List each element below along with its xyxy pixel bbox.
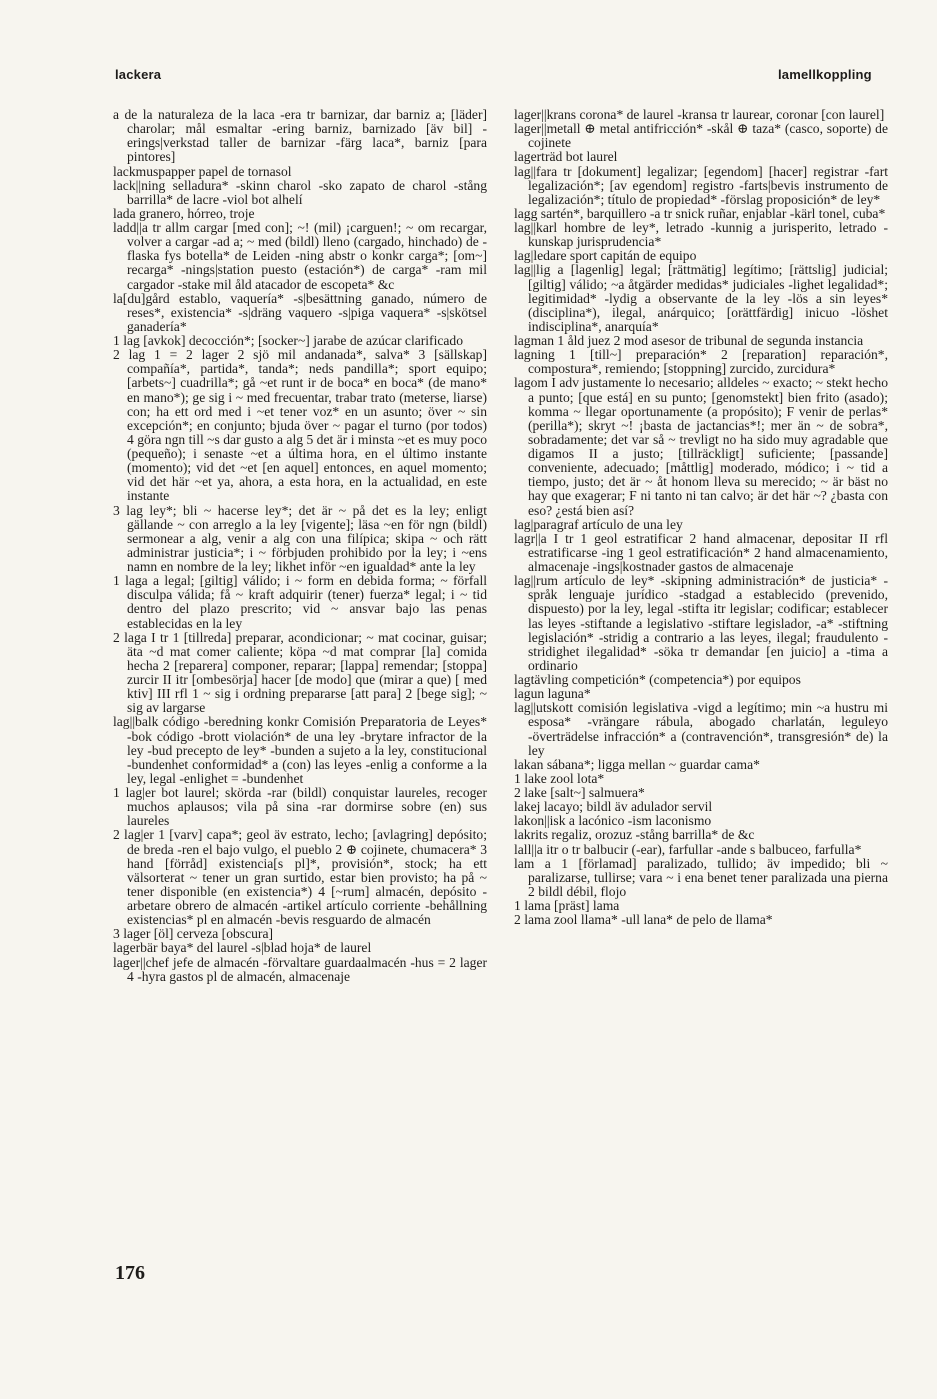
dictionary-entry: lagtävling competición* (competencia*) por equipos — [514, 672, 801, 687]
dictionary-entry: lack||ning selladura* -skinn charol -sko zapato de charol -stång barrilla* de lacre -viol bot alhelí — [113, 177, 487, 207]
dictionary-entry: a de la naturaleza de la laca -era tr barnizar, dar barniz a; [läder] charolar; mål esmaltar -ering barniz, barnizado [äv bil] -erings|verkstad taller de barnizar -färg laca*, barniz [para pintores] — [113, 107, 487, 165]
dictionary-entry: lackmuspapper papel de tornasol — [113, 163, 292, 179]
dictionary-entry: lagerbär baya* del laurel -s|blad hoja* de laurel — [113, 940, 372, 956]
dictionary-entry: lam a 1 [förlamad] paralizado, tullido; äv impedido; bli ~ paralizarse, tullirse; vara ~ i ena benet tener paralizada una pierna 2 bildl débil, flojo — [514, 855, 888, 899]
dictionary-entry: lakan sábana*; ligga mellan ~ guardar cama* — [514, 756, 760, 772]
dictionary-entry: lag||utskott comisión legislativa -vigd a legítimo; min ~a hustru mi esposa* -vrängare rábula, abogado charlatán, leguleyo -överträdelse infracción* a (contravención*, transgresión* de) la ley — [514, 700, 888, 758]
dictionary-entry: lagman 1 åld juez 2 mod asesor de tribunal de segunda instancia — [514, 333, 864, 348]
dictionary-entry: 2 lag|er 1 [varv] capa*; geol äv estrato, lecho; [avlagring] depósito; de breda -ren el bajo vulgo, el pueblo 2 ⊕ cojinete, chumacera* 3 hand [förråd] existencia[s pl]*, provisión*, stock; ha ett välsorterat ~ tener un gran surtido, estar bien provisto; ha på ~ tener disponible (en existencia*) 4 [~rum] almacén, depósito -arbetare obrero de almacén -artikel artículo corriente -behållning existencias* pl en almacén -bevis resguardo de almacén — [113, 827, 487, 928]
dictionary-entry: lagom I adv justamente lo necesario; alldeles ~ exacto; ~ stekt hecho a punto; [que está] en su punto; [genomstekt] bien frito (asado); komma ~ llegar oportunamente (a propósito); F venir de perlas* (perilla*); skryt ~! ¡basta de jactancias*!; mer än ~ de sobra*, sobradamente; det var så ~ trevligt no ha sido muy agradable que digamos II a justo; [tillräckligt] suficiente; [passande] conveniente, adecuado; [måttlig] moderado, módico; i ~ tid a tiempo, justo; det är ~ åt honom lleva su merecido; ~ är bäst no hay que exagerar; F ni tanto ni tan calvo; är det här ~? ¿basta con eso? ¿está bien así? — [514, 375, 888, 518]
dictionary-entry: 2 lama zool llama* -ull lana* de pelo de llama* — [514, 912, 773, 928]
dictionary-entry: lakon||isk a lacónico -ism laconismo — [514, 813, 712, 829]
dictionary-entry: la[du]gård establo, vaquería* -s|besättning ganado, número de reses*, existencia* -s|dräng vaquero -s|piga vaquera* -s|skötsel ganadería* — [113, 290, 487, 334]
dictionary-entry: 3 lag ley*; bli ~ hacerse ley*; det är ~ på det es la ley; enligt gällande ~ con arreglo a la ley [vigente]; läsa ~en för ngn (bildl) sermonear a alg, venir a alg con una filípica; skipa ~ och rätt administrar justicia*; i ~ förbjuden prohibido por la ley; i ~ens namn en nombre de la ley; likhet inför ~en igualdad* ante la ley — [113, 502, 487, 574]
dictionary-entry: lagg sartén*, barquillero -a tr snick ruñar, enjablar -kärl tonel, cuba* — [514, 205, 886, 221]
dictionary-entry: lagun laguna* — [514, 686, 591, 702]
dictionary-entry: lakej lacayo; bildl äv adulador servil — [514, 799, 713, 815]
right-column — [514, 108, 888, 927]
dictionary-entry: lag||fara tr [dokument] legalizar; [egendom] [hacer] registrar -fart legalización*; [av egendom] registro -farts|bevis instrumento de legalización*; título de propiedad* -förslag proposición* de ley* — [514, 163, 888, 207]
dictionary-entry: 2 laga I tr 1 [tillreda] preparar, acondicionar; ~ mat cocinar, guisar; äta ~d mat comer caliente; köpa ~d mat comprar [la] comida hecha 2 [reparera] componer, reparar; [lappa] remendar; [stoppa] zurcir II itr [ombesörja] hacer [de modo] que (mirar a que) [ med ktiv] III rfl 1 ~ sig i ordning prepararse [att para] 2 [bege sig]; ~ sig av largarse — [113, 629, 487, 716]
dictionary-entry: lakrits regaliz, orozuz -stång barrilla* de &c — [514, 827, 755, 843]
dictionary-entry: 1 lama [präst] lama — [514, 898, 620, 913]
dictionary-entry: 3 lager [öl] cerveza [obscura] — [113, 926, 274, 942]
page-number: 176 — [115, 1262, 145, 1284]
dictionary-entry: lag||karl hombre de ley*, letrado -kunnig a jurisperito, letrado -kunskap jurisprudencia* — [514, 220, 888, 250]
dictionary-entry: 2 lake [salt~] salmuera* — [514, 785, 645, 800]
dictionary-entry: 1 lag|er bot laurel; skörda -rar (bildl) conquistar laureles, recoger muchos aplausos; vila på sina -rar dormirse sobre (en) sus laureles — [113, 785, 487, 829]
dictionary-entry: 1 lag [avkok] decocción*; [socker~] jarabe de azúcar clarificado — [113, 333, 464, 348]
dictionary-entry: 1 lake zool lota* — [514, 770, 605, 786]
dictionary-entry: ladd||a tr allm cargar [med con]; ~! (mil) ¡carguen!; ~ om recargar, volver a cargar -ad a; ~ med (bildl) lleno (cargado, hinchado) de -flaska fys botella* de Leiden -ning abstr o konkr carga*; [om~] recarga* -nings|station puesto (estación*) de carga* -ram mil cargador -stake mil åld atacador de escopeta* &c — [113, 220, 487, 292]
guide-word-left: lackera — [115, 67, 162, 82]
dictionary-entry: 1 laga a legal; [giltig] válido; i ~ form en debida forma; ~ förfall disculpa válida; få ~ kraft adquirir (tener) fuerza* legal; i ~ tid dentro del plazo prescrito; vid ~ ansvar bajo las penas establecidas en la ley — [113, 573, 487, 631]
dictionary-entry: lagning 1 [till~] preparación* 2 [reparation] reparación*, compostura*, remiendo; [stoppning] zurcido, zurcidura* — [514, 347, 888, 377]
dictionary-entry: lag||rum artículo de ley* -skipning administración* de justicia* -språk lenguaje jurídico -stadgad a establecido (prevenido, dispuesto) por la ley, legal -stifta itr legislar; codificar; establecer las leyes -stiftande a legislativo -stiftare legislador, -a* -stiftning legislación* -stridig a contrario a las leyes, ilegal; fraudulento -stridighet ilegalidad* -söka tr demandar [en juicio] a -tima a ordinario — [514, 573, 888, 673]
guide-word-right: lamellkoppling — [778, 67, 872, 82]
dictionary-entry: lager||krans corona* de laurel -kransa tr laurear, coronar [con laurel] — [514, 107, 885, 122]
dictionary-entry: lager||chef jefe de almacén -förvaltare guardaalmacén -hus = 2 lager 4 -hyra gastos pl de almacén, almacenaje — [113, 954, 487, 984]
dictionary-entry: lagr||a I tr 1 geol estratificar 2 hand almacenar, depositar II rfl estratificarse -ing 1 geol estratificación* 2 hand almacenamiento, almacenaje -ings|kostnader gastos de almacenaje — [514, 530, 888, 574]
dictionary-entry: lag|paragraf artículo de una ley — [514, 516, 683, 532]
dictionary-entry: lall||a itr o tr balbucir (-ear), farfullar -ande s balbuceo, farfulla* — [514, 841, 862, 857]
dictionary-entry: lag||lig a [lagenlig] legal; [rättmätig] legítimo; [rättslig] judicial; [giltig] válido; ~a åtgärder medidas* judiciales -lighet legalidad*; legitimidad* -lydig a observante de la ley -lös a sin leyes* (disciplina*), ilegal, anárquico; [orättfärdig] inicuo -löshet indisciplina*, anarquía* — [514, 262, 888, 334]
dictionary-entry: lager||metall ⊕ metal antifricción* -skål ⊕ taza* (casco, soporte) de cojinete — [514, 121, 888, 151]
dictionary-entry: lag|ledare sport capitán de equipo — [514, 248, 697, 264]
dictionary-entry: lagerträd bot laurel — [514, 149, 618, 165]
dictionary-entry: lag||balk código -beredning konkr Comisión Preparatoria de Leyes* -bok código -brott violación* de una ley -brytare infractor de la ley -bud precepto de ley* -bunden a sujeto a la ley, constitucional -bundenhet conformidad* a (con) las leyes -enlig a conforme a la ley, legal -enlighet = -bundenhet — [113, 714, 487, 786]
dictionary-entry: lada granero, hórreo, troje — [113, 205, 255, 221]
dictionary-entry: 2 lag 1 = 2 lager 2 sjö mil andanada*, salva* 3 [sällskap] compañía*, partida*, tanda*; neds pandilla*; sport equipo; [arbets~] cuadrilla*; gå ~et runt ir de boca* en boca* (de mano* en mano*); ge sig i ~ med frecuentar, trabar trato (meterse, liarse) con; ha ett ord med i ~et tener voz* en un asunto; över ~ sin excepción*; en conjunto; bjuda över ~ pagar el turno (por todos) 4 göra ngn till ~s dar gusto a alg 5 det är i minsta ~et es muy poco (pequeño); i senaste ~et a última hora, en el último instante (momento); vid det ~et [en aquel] entonces, en aquel momento; vid det här ~et ya, ahora, a esta hora, en la actualidad, en este instante — [113, 347, 487, 504]
left-column — [113, 108, 487, 984]
